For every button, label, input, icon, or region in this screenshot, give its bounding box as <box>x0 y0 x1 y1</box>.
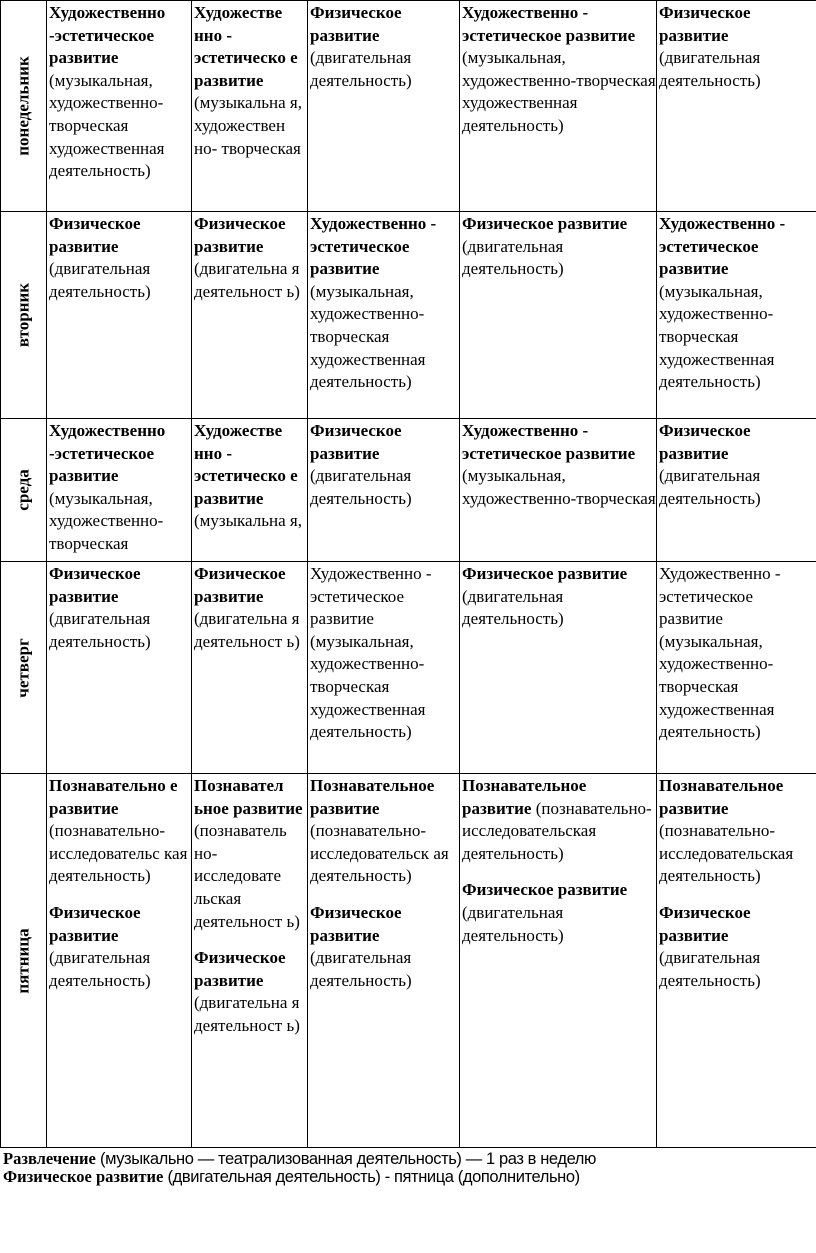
activity-title: Познавательное развитие <box>310 776 435 818</box>
activity-title: Физическое развитие <box>49 214 141 256</box>
activity-title: Художестве нно - эстетическо е развитие <box>194 421 298 508</box>
activity-cell <box>47 562 192 774</box>
activity-title: Физическое развитие <box>310 902 402 945</box>
schedule-row <box>1 562 816 774</box>
day-cell <box>1 419 47 562</box>
activity-cell <box>47 1 192 212</box>
activity-cell <box>460 562 657 774</box>
activity-description: (двигательная деятельность) <box>659 48 761 90</box>
day-label: среда <box>13 469 33 511</box>
activity-spacer <box>194 933 307 947</box>
activity-description: (познавательно-исследовательская деятельность) <box>659 821 794 886</box>
activity-cell <box>308 212 460 419</box>
activity-description: (двигательная деятельность) <box>49 609 151 651</box>
activity-title: Физическое развитие <box>49 564 141 606</box>
activity-title: Познавател ьное развитие <box>194 776 303 818</box>
activity-spacer <box>310 888 459 902</box>
activity-cell <box>192 774 308 1148</box>
schedule-row <box>1 1 816 212</box>
activity-spacer <box>659 888 816 902</box>
activity-title: Физическое развитие <box>310 421 402 463</box>
schedule-row <box>1 212 816 419</box>
activity-cell <box>308 562 460 774</box>
activity-description: (двигательная деятельность) <box>659 466 761 508</box>
activity-description: (музыкальная, художественно-творческая художественная деятельность) <box>49 70 165 181</box>
activity-cell <box>460 212 657 419</box>
activity-cell <box>657 774 816 1148</box>
schedule-row <box>1 774 816 1148</box>
activity-description: (музыкальна я, художествен но- творческая <box>194 93 302 158</box>
activity-cell <box>192 419 308 562</box>
activity-title: Познавательное развитие <box>659 776 784 818</box>
activity-description: (познаватель но- исследовате льская деятельност ь) <box>194 821 300 931</box>
activity-cell <box>47 212 192 419</box>
activity-title: Физическое развитие <box>310 3 402 45</box>
activity-description: (двигательная деятельность) <box>462 902 564 945</box>
activity-description: (двигательна я деятельност ь) <box>194 609 300 651</box>
activity-title: Познавательное развитие <box>462 776 587 818</box>
activity-title: Физическое развитие <box>49 902 141 945</box>
day-cell <box>1 774 47 1148</box>
activity-title: Физическое развитие <box>462 880 628 900</box>
activity-title: Художественно -эстетическое развитие <box>49 3 166 68</box>
day-cell <box>1 212 47 419</box>
activity-description: (двигательная деятельность) <box>49 259 151 301</box>
footer-physical-text: (двигательная деятельность) - пятница (дополнительно) <box>163 1168 580 1186</box>
activity-title: Художественно -эстетическое развитие <box>49 421 166 486</box>
activity-description: (двигательна я деятельност ь) <box>194 993 300 1035</box>
activity-description: (музыкальная, художественно-творческая <box>49 488 164 553</box>
activity-description: (двигательная деятельность) <box>659 948 761 990</box>
activity-cell <box>192 562 308 774</box>
activity-description: (двигательная деятельность) <box>49 948 151 990</box>
activity-cell <box>657 212 816 419</box>
activity-title: Физическое развитие <box>462 564 628 583</box>
activity-description: (двигательная деятельность) <box>462 586 564 629</box>
activity-cell <box>308 1 460 212</box>
day-label: вторник <box>13 282 33 348</box>
schedule-body <box>1 1 816 1148</box>
activity-title: Художественно - эстетическое развитие <box>462 421 636 463</box>
activity-title: Художественно - эстетическое развитие <box>462 3 636 45</box>
footer-line-physical <box>3 1168 596 1186</box>
activity-cell <box>460 419 657 562</box>
activity-cell <box>192 212 308 419</box>
activity-spacer <box>49 888 191 902</box>
activity-cell <box>460 1 657 212</box>
activity-title: Физическое развитие <box>194 214 286 256</box>
activity-description: Художественно - эстетическое развитие (музыкальная, художественно-творческая художественная деятельность) <box>659 564 781 742</box>
activity-title: Физическое развитие <box>659 421 751 463</box>
activity-description: (музыкальная, художественно-творческая художественная деятельность) <box>310 281 426 392</box>
activity-description: (двигательная деятельность) <box>462 236 564 279</box>
activity-title: Физическое развитие <box>659 902 751 945</box>
activity-description: (познавательно-исследовательск ая деятельность) <box>310 821 449 886</box>
schedule-row <box>1 419 816 562</box>
activity-cell <box>460 774 657 1148</box>
activity-description: (музыкальная, художественно-творческая художественная деятельность) <box>462 48 656 135</box>
activity-description: (музыкальная, художественно-творческая <box>462 466 656 508</box>
activity-description: (двигательная деятельность) <box>310 948 412 990</box>
footer-physical-label: Физическое развитие <box>3 1167 164 1186</box>
activity-title: Художественно - эстетическое развитие <box>310 214 437 279</box>
activity-title: Физическое развитие <box>659 3 751 45</box>
footer-entertainment-text: (музыкально — театрализованная деятельность) — 1 раз в неделю <box>95 1150 597 1168</box>
day-cell <box>1 562 47 774</box>
activity-cell <box>657 562 816 774</box>
activity-description: (музыкальна я, <box>194 511 302 531</box>
activity-title: Художественно - эстетическое развитие <box>659 214 786 279</box>
footer-line-entertainment <box>3 1150 596 1168</box>
activity-title: Физическое развитие <box>194 948 286 990</box>
activity-description: (познавательно-исследовательская деятельность) <box>462 798 652 863</box>
activity-cell <box>47 774 192 1148</box>
activity-cell <box>308 419 460 562</box>
activity-cell <box>308 774 460 1148</box>
activity-cell <box>192 1 308 212</box>
activity-description: Художественно - эстетическое развитие (музыкальная, художественно-творческая художественная деятельность) <box>310 564 432 742</box>
activity-description: (двигательная деятельность) <box>310 466 412 508</box>
activity-description: (музыкальная, художественно-творческая художественная деятельность) <box>659 281 775 392</box>
activity-title: Художестве нно - эстетическо е развитие <box>194 3 298 90</box>
day-label: пятница <box>13 927 33 994</box>
activity-title: Физическое развитие <box>462 214 628 233</box>
day-cell <box>1 1 47 212</box>
activity-spacer <box>462 865 656 879</box>
activity-description: (двигательная деятельность) <box>310 48 412 90</box>
activity-description: (двигательна я деятельност ь) <box>194 259 300 301</box>
day-label: четверг <box>13 637 33 698</box>
schedule-footer <box>3 1150 596 1186</box>
activity-cell <box>657 1 816 212</box>
activity-cell <box>657 419 816 562</box>
day-label: понедельник <box>13 56 33 156</box>
footer-entertainment-label: Развлечение <box>3 1149 96 1168</box>
activity-description: (познавательно-исследовательс кая деятельность) <box>49 821 188 886</box>
activity-title: Физическое развитие <box>194 564 286 606</box>
activity-title: Познавательно е развитие <box>49 776 178 818</box>
activity-cell <box>47 419 192 562</box>
